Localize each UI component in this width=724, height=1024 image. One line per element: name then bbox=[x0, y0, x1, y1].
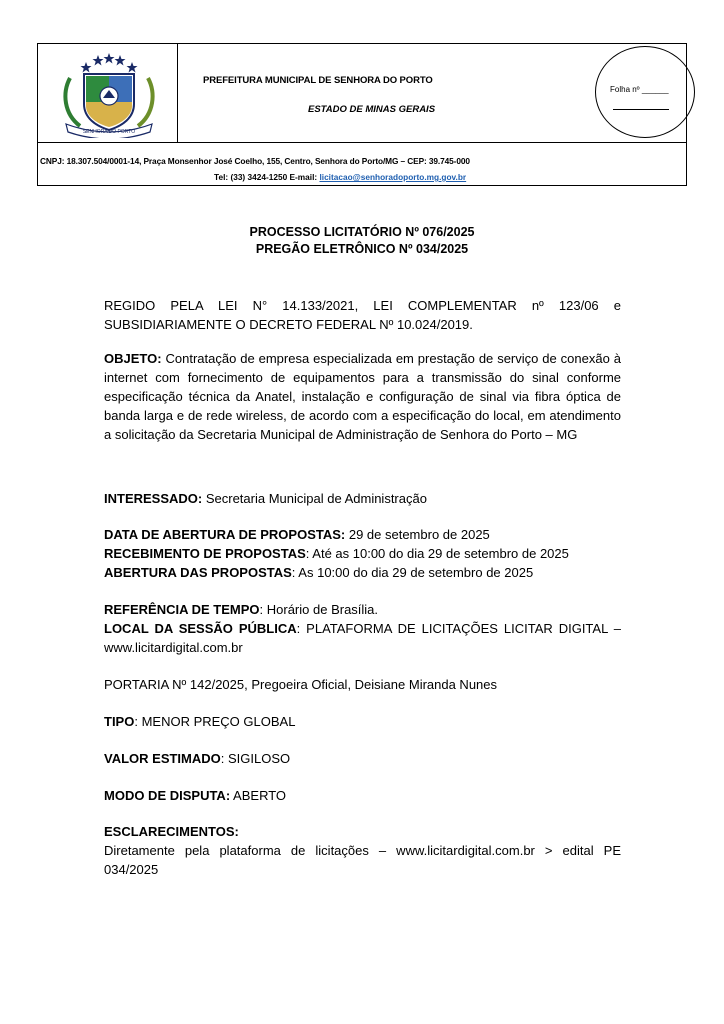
regido-paragraph: REGIDO PELA LEI N° 14.133/2021, LEI COMPLEMENTAR nº 123/06 e SUBSIDIARIAMENTE O DECRETO FEDERAL Nº 10.024/2019. bbox=[104, 298, 621, 332]
abertura-label: ABERTURA DAS PROPOSTAS bbox=[104, 565, 292, 580]
valor-line bbox=[104, 749, 621, 768]
modo-label: MODO DE DISPUTA: bbox=[104, 788, 231, 803]
local-label: LOCAL DA SESSÃO PÚBLICA bbox=[104, 621, 297, 636]
logo-ribbon-text: SENHORA DO PORTO bbox=[82, 129, 136, 135]
valor-text: : SIGILOSO bbox=[220, 751, 291, 766]
objeto-text: Contratação de empresa especializada em prestação de serviço de conexão à internet com fornecimento de equipamentos para a transmissão do sinal conforme especificação técnica da Anatel, instalação e configuração de sinal via fibra óptica de banda larga e de rede wireless, de acordo com a especificação do local, em atendimento a solicitação da Secretaria Municipal de Administração de Senhora do Porto – MG bbox=[104, 351, 621, 442]
tipo-text: : MENOR PREÇO GLOBAL bbox=[134, 714, 296, 729]
local-sessao-paragraph bbox=[104, 619, 621, 657]
objeto-paragraph bbox=[104, 349, 621, 444]
interessado-line bbox=[104, 489, 621, 508]
contact-line bbox=[214, 172, 466, 182]
folha-stamp bbox=[595, 46, 695, 138]
esclarecimentos-label: ESCLARECIMENTOS: bbox=[104, 824, 239, 839]
folha-label: Folha nº ______ bbox=[610, 85, 669, 94]
valor-label: VALOR ESTIMADO bbox=[104, 751, 221, 766]
prefeitura-name: PREFEITURA MUNICIPAL DE SENHORA DO PORTO bbox=[203, 75, 433, 86]
folha-number-line bbox=[613, 109, 669, 110]
recebimento-line bbox=[104, 544, 621, 563]
recebimento-label: RECEBIMENTO DE PROPOSTAS bbox=[104, 546, 306, 561]
recebimento-text: : Até as 10:00 do dia 29 de setembro de 2025 bbox=[305, 546, 569, 561]
abertura-line bbox=[104, 563, 621, 582]
data-abertura-text: 29 de setembro de 2025 bbox=[345, 527, 490, 542]
data-abertura-line bbox=[104, 525, 621, 544]
header-top-row bbox=[38, 44, 686, 143]
esclarecimentos-heading bbox=[104, 822, 621, 841]
logo-cell bbox=[38, 44, 178, 142]
abertura-text: : As 10:00 do dia 29 de setembro de 2025 bbox=[291, 565, 534, 580]
interessado-label: INTERESSADO: bbox=[104, 491, 203, 506]
referencia-text: : Horário de Brasília. bbox=[259, 602, 379, 617]
modo-text: ABERTO bbox=[230, 788, 287, 803]
tipo-line bbox=[104, 712, 621, 731]
email-link[interactable]: licitacao@senhoradoporto.mg.gov.br bbox=[319, 172, 467, 182]
local-text: : PLATAFORMA DE LICITAÇÕES LICITAR DIGITAL – www.licitardigital.com.br bbox=[104, 621, 621, 655]
pregao-title: PREGÃO ELETRÔNICO Nº 034/2025 bbox=[255, 242, 469, 256]
objeto-label: OBJETO: bbox=[104, 351, 162, 366]
phone-text: Tel: (33) 3424-1250 E-mail: bbox=[214, 172, 320, 182]
modo-line bbox=[104, 786, 621, 805]
cnpj-address-line: CNPJ: 18.307.504/0001-14, Praça Monsenhor José Coelho, 155, Centro, Senhora do Porto/MG – CEP: 39.745-000 bbox=[40, 156, 470, 166]
esclarecimentos-paragraph: Diretamente pela plataforma de licitações – www.licitardigital.com.br > edital PE 034/2025 bbox=[104, 843, 621, 877]
data-abertura-label: DATA DE ABERTURA DE PROPOSTAS: bbox=[104, 527, 346, 542]
municipal-coat-of-arms-icon bbox=[56, 48, 162, 138]
state-name: ESTADO DE MINAS GERAIS bbox=[308, 104, 436, 115]
tipo-label: TIPO bbox=[104, 714, 135, 729]
document-header bbox=[37, 43, 687, 186]
process-title: PROCESSO LICITATÓRIO Nº 076/2025 bbox=[249, 225, 475, 239]
interessado-text: Secretaria Municipal de Administração bbox=[202, 491, 427, 506]
portaria-line: PORTARIA Nº 142/2025, Pregoeira Oficial, Deisiane Miranda Nunes bbox=[104, 677, 498, 692]
referencia-label: REFERÊNCIA DE TEMPO bbox=[104, 602, 260, 617]
referencia-line bbox=[104, 600, 621, 619]
